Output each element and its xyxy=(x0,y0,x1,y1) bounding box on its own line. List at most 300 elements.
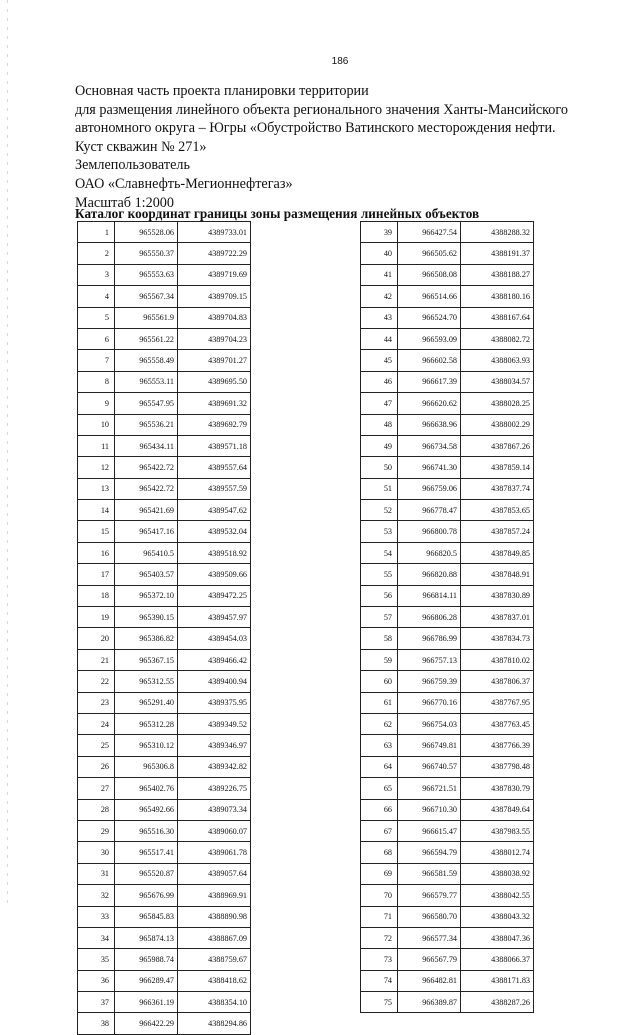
point-number-cell: 48 xyxy=(361,414,398,435)
table-row xyxy=(361,264,534,285)
table-row xyxy=(78,500,251,521)
point-number-cell: 17 xyxy=(78,564,115,585)
table-row xyxy=(361,307,534,328)
table-row xyxy=(78,756,251,777)
heading-line: Основная часть проекта планировки территории xyxy=(75,83,369,99)
y-coordinate-cell: 4388890.98 xyxy=(178,906,251,927)
x-coordinate-cell: 966289.47 xyxy=(115,970,178,991)
x-coordinate-cell: 965536.21 xyxy=(115,414,178,435)
table-row xyxy=(361,328,534,349)
y-coordinate-cell: 4389509.66 xyxy=(178,564,251,585)
heading-line: автономного округа – Югры «Обустройство Ватинского месторождения нефти. xyxy=(75,120,556,137)
y-coordinate-cell: 4388043.32 xyxy=(461,906,534,927)
table-row xyxy=(78,906,251,927)
y-coordinate-cell: 4389695.50 xyxy=(178,371,251,392)
point-number-cell: 35 xyxy=(78,949,115,970)
table-row xyxy=(361,863,534,884)
y-coordinate-cell: 4389719.69 xyxy=(178,264,251,285)
x-coordinate-cell: 966427.54 xyxy=(398,222,461,243)
table-row xyxy=(78,863,251,884)
y-coordinate-cell: 4387859.14 xyxy=(461,457,534,478)
y-coordinate-cell: 4387849.64 xyxy=(461,799,534,820)
point-number-cell: 12 xyxy=(78,457,115,478)
x-coordinate-cell: 965312.28 xyxy=(115,713,178,734)
x-coordinate-cell: 966721.51 xyxy=(398,778,461,799)
x-coordinate-cell: 966524.70 xyxy=(398,307,461,328)
x-coordinate-cell: 966759.06 xyxy=(398,478,461,499)
y-coordinate-cell: 4389691.32 xyxy=(178,393,251,414)
table-row xyxy=(78,222,251,243)
y-coordinate-cell: 4389722.29 xyxy=(178,243,251,264)
y-coordinate-cell: 4388418.62 xyxy=(178,970,251,991)
y-coordinate-cell: 4388082.72 xyxy=(461,328,534,349)
y-coordinate-cell: 4389375.95 xyxy=(178,692,251,713)
x-coordinate-cell: 965561.22 xyxy=(115,328,178,349)
y-coordinate-cell: 4387767.95 xyxy=(461,692,534,713)
table-row xyxy=(361,564,534,585)
point-number-cell: 58 xyxy=(361,628,398,649)
y-coordinate-cell: 4388969.91 xyxy=(178,885,251,906)
catalog-title: Каталог координат границы зоны размещения линейных объектов xyxy=(75,206,480,221)
x-coordinate-cell: 966754.03 xyxy=(398,713,461,734)
point-number-cell: 57 xyxy=(361,607,398,628)
point-number-cell: 61 xyxy=(361,692,398,713)
x-coordinate-cell: 965520.87 xyxy=(115,863,178,884)
table-row xyxy=(361,222,534,243)
y-coordinate-cell: 4388287.26 xyxy=(461,992,534,1013)
x-coordinate-cell: 965386.82 xyxy=(115,628,178,649)
x-coordinate-cell: 965434.11 xyxy=(115,435,178,456)
y-coordinate-cell: 4388034.57 xyxy=(461,371,534,392)
table-row xyxy=(78,286,251,307)
x-coordinate-cell: 965367.15 xyxy=(115,649,178,670)
table-row xyxy=(78,564,251,585)
table-row xyxy=(361,286,534,307)
table-row xyxy=(78,628,251,649)
y-coordinate-cell: 4389692.79 xyxy=(178,414,251,435)
point-number-cell: 49 xyxy=(361,435,398,456)
point-number-cell: 5 xyxy=(78,307,115,328)
point-number-cell: 59 xyxy=(361,649,398,670)
table-row xyxy=(78,1013,251,1034)
table-row xyxy=(78,435,251,456)
x-coordinate-cell: 965291.40 xyxy=(115,692,178,713)
y-coordinate-cell: 4388066.37 xyxy=(461,949,534,970)
table-row xyxy=(361,350,534,371)
y-coordinate-cell: 4389557.64 xyxy=(178,457,251,478)
x-coordinate-cell: 965553.63 xyxy=(115,264,178,285)
y-coordinate-cell: 4388759.67 xyxy=(178,949,251,970)
point-number-cell: 32 xyxy=(78,885,115,906)
x-coordinate-cell: 965528.06 xyxy=(115,222,178,243)
point-number-cell: 41 xyxy=(361,264,398,285)
x-coordinate-cell: 965492.66 xyxy=(115,799,178,820)
y-coordinate-cell: 4389532.04 xyxy=(178,521,251,542)
table-row xyxy=(361,692,534,713)
x-coordinate-cell: 966389.87 xyxy=(398,992,461,1013)
x-coordinate-cell: 965558.49 xyxy=(115,350,178,371)
table-row xyxy=(78,692,251,713)
x-coordinate-cell: 966820.88 xyxy=(398,564,461,585)
point-number-cell: 29 xyxy=(78,820,115,841)
y-coordinate-cell: 4388167.64 xyxy=(461,307,534,328)
point-number-cell: 68 xyxy=(361,842,398,863)
x-coordinate-cell: 965306.8 xyxy=(115,756,178,777)
point-number-cell: 26 xyxy=(78,756,115,777)
point-number-cell: 46 xyxy=(361,371,398,392)
point-number-cell: 51 xyxy=(361,478,398,499)
table-row xyxy=(78,371,251,392)
point-number-cell: 15 xyxy=(78,521,115,542)
table-row xyxy=(78,649,251,670)
heading-line: Масштаб 1:2000 xyxy=(75,194,174,211)
y-coordinate-cell: 4389073.34 xyxy=(178,799,251,820)
point-number-cell: 55 xyxy=(361,564,398,585)
scan-edge-mark xyxy=(7,0,8,905)
table-row xyxy=(78,478,251,499)
table-row xyxy=(361,628,534,649)
point-number-cell: 2 xyxy=(78,243,115,264)
y-coordinate-cell: 4389557.59 xyxy=(178,478,251,499)
point-number-cell: 72 xyxy=(361,927,398,948)
y-coordinate-cell: 4387810.02 xyxy=(461,649,534,670)
y-coordinate-cell: 4389226.75 xyxy=(178,778,251,799)
table-row xyxy=(361,671,534,692)
table-row xyxy=(361,500,534,521)
y-coordinate-cell: 4389733.01 xyxy=(178,222,251,243)
point-number-cell: 52 xyxy=(361,500,398,521)
heading-line: ОАО «Славнефть-Мегионнефтегаз» xyxy=(75,175,293,192)
heading-line: Куст скважин № 271» xyxy=(75,138,207,155)
table-row xyxy=(361,778,534,799)
y-coordinate-cell: 4389704.83 xyxy=(178,307,251,328)
point-number-cell: 13 xyxy=(78,478,115,499)
point-number-cell: 47 xyxy=(361,393,398,414)
y-coordinate-cell: 4388294.86 xyxy=(178,1013,251,1034)
y-coordinate-cell: 4387867.26 xyxy=(461,435,534,456)
table-row xyxy=(361,435,534,456)
x-coordinate-cell: 966482.81 xyxy=(398,970,461,991)
point-number-cell: 27 xyxy=(78,778,115,799)
table-row xyxy=(78,820,251,841)
point-number-cell: 70 xyxy=(361,885,398,906)
y-coordinate-cell: 4389518.92 xyxy=(178,542,251,563)
y-coordinate-cell: 4388188.27 xyxy=(461,264,534,285)
point-number-cell: 19 xyxy=(78,607,115,628)
table-row xyxy=(78,992,251,1013)
table-row xyxy=(78,885,251,906)
table-row xyxy=(361,906,534,927)
point-number-cell: 75 xyxy=(361,992,398,1013)
table-row xyxy=(361,842,534,863)
table-row xyxy=(78,521,251,542)
table-row xyxy=(78,735,251,756)
point-number-cell: 54 xyxy=(361,542,398,563)
x-coordinate-cell: 966617.39 xyxy=(398,371,461,392)
y-coordinate-cell: 4388191.37 xyxy=(461,243,534,264)
x-coordinate-cell: 965553.11 xyxy=(115,371,178,392)
table-row xyxy=(78,671,251,692)
x-coordinate-cell: 966581.59 xyxy=(398,863,461,884)
y-coordinate-cell: 4387834.73 xyxy=(461,628,534,649)
point-number-cell: 34 xyxy=(78,927,115,948)
point-number-cell: 14 xyxy=(78,500,115,521)
y-coordinate-cell: 4389061.78 xyxy=(178,842,251,863)
y-coordinate-cell: 4388063.93 xyxy=(461,350,534,371)
point-number-cell: 11 xyxy=(78,435,115,456)
y-coordinate-cell: 4389454.03 xyxy=(178,628,251,649)
y-coordinate-cell: 4388038.92 xyxy=(461,863,534,884)
table-row xyxy=(78,457,251,478)
x-coordinate-cell: 966615.47 xyxy=(398,820,461,841)
point-number-cell: 4 xyxy=(78,286,115,307)
table-row xyxy=(78,949,251,970)
point-number-cell: 28 xyxy=(78,799,115,820)
x-coordinate-cell: 965988.74 xyxy=(115,949,178,970)
point-number-cell: 44 xyxy=(361,328,398,349)
point-number-cell: 20 xyxy=(78,628,115,649)
x-coordinate-cell: 966710.30 xyxy=(398,799,461,820)
point-number-cell: 7 xyxy=(78,350,115,371)
table-row xyxy=(361,649,534,670)
table-row xyxy=(361,735,534,756)
point-number-cell: 63 xyxy=(361,735,398,756)
x-coordinate-cell: 965403.57 xyxy=(115,564,178,585)
table-row xyxy=(361,371,534,392)
x-coordinate-cell: 965550.37 xyxy=(115,243,178,264)
table-row xyxy=(78,842,251,863)
table-row xyxy=(361,243,534,264)
point-number-cell: 36 xyxy=(78,970,115,991)
x-coordinate-cell: 965516.30 xyxy=(115,820,178,841)
table-row xyxy=(78,585,251,606)
x-coordinate-cell: 965417.16 xyxy=(115,521,178,542)
x-coordinate-cell: 966577.34 xyxy=(398,927,461,948)
x-coordinate-cell: 966770.16 xyxy=(398,692,461,713)
point-number-cell: 42 xyxy=(361,286,398,307)
table-row xyxy=(361,542,534,563)
x-coordinate-cell: 966749.81 xyxy=(398,735,461,756)
y-coordinate-cell: 4388012.74 xyxy=(461,842,534,863)
point-number-cell: 10 xyxy=(78,414,115,435)
point-number-cell: 67 xyxy=(361,820,398,841)
x-coordinate-cell: 966508.08 xyxy=(398,264,461,285)
point-number-cell: 64 xyxy=(361,756,398,777)
point-number-cell: 50 xyxy=(361,457,398,478)
point-number-cell: 62 xyxy=(361,713,398,734)
table-row xyxy=(361,820,534,841)
x-coordinate-cell: 966422.29 xyxy=(115,1013,178,1034)
point-number-cell: 73 xyxy=(361,949,398,970)
table-row xyxy=(78,713,251,734)
x-coordinate-cell: 966757.13 xyxy=(398,649,461,670)
x-coordinate-cell: 965517.41 xyxy=(115,842,178,863)
y-coordinate-cell: 4389701.27 xyxy=(178,350,251,371)
x-coordinate-cell: 965312.55 xyxy=(115,671,178,692)
x-coordinate-cell: 966814.11 xyxy=(398,585,461,606)
table-row xyxy=(78,927,251,948)
page-number: 186 xyxy=(331,56,349,67)
point-number-cell: 69 xyxy=(361,863,398,884)
table-row xyxy=(361,949,534,970)
x-coordinate-cell: 966505.62 xyxy=(398,243,461,264)
x-coordinate-cell: 966602.58 xyxy=(398,350,461,371)
point-number-cell: 45 xyxy=(361,350,398,371)
y-coordinate-cell: 4388171.83 xyxy=(461,970,534,991)
x-coordinate-cell: 966361.19 xyxy=(115,992,178,1013)
y-coordinate-cell: 4389466.42 xyxy=(178,649,251,670)
table-row xyxy=(361,713,534,734)
x-coordinate-cell: 965310.12 xyxy=(115,735,178,756)
x-coordinate-cell: 966593.09 xyxy=(398,328,461,349)
y-coordinate-cell: 4387766.39 xyxy=(461,735,534,756)
table-row xyxy=(361,457,534,478)
x-coordinate-cell: 965561.9 xyxy=(115,307,178,328)
table-row xyxy=(78,799,251,820)
table-row xyxy=(361,927,534,948)
point-number-cell: 25 xyxy=(78,735,115,756)
point-number-cell: 31 xyxy=(78,863,115,884)
point-number-cell: 37 xyxy=(78,992,115,1013)
x-coordinate-cell: 965421.69 xyxy=(115,500,178,521)
heading-line: Землепользователь xyxy=(75,157,190,174)
x-coordinate-cell: 965410.5 xyxy=(115,542,178,563)
x-coordinate-cell: 966759.39 xyxy=(398,671,461,692)
table-row xyxy=(361,414,534,435)
table-row xyxy=(78,414,251,435)
table-row xyxy=(361,607,534,628)
y-coordinate-cell: 4389400.94 xyxy=(178,671,251,692)
heading-line: для размещения линейного объекта регионального значения Ханты-Мансийского xyxy=(75,101,568,118)
point-number-cell: 22 xyxy=(78,671,115,692)
x-coordinate-cell: 965845.83 xyxy=(115,906,178,927)
y-coordinate-cell: 4389346.97 xyxy=(178,735,251,756)
x-coordinate-cell: 965567.34 xyxy=(115,286,178,307)
y-coordinate-cell: 4388042.55 xyxy=(461,885,534,906)
x-coordinate-cell: 966734.58 xyxy=(398,435,461,456)
table-row xyxy=(78,778,251,799)
y-coordinate-cell: 4388047.36 xyxy=(461,927,534,948)
point-number-cell: 21 xyxy=(78,649,115,670)
x-coordinate-cell: 966740.57 xyxy=(398,756,461,777)
y-coordinate-cell: 4388867.09 xyxy=(178,927,251,948)
y-coordinate-cell: 4387837.01 xyxy=(461,607,534,628)
table-row xyxy=(78,264,251,285)
point-number-cell: 40 xyxy=(361,243,398,264)
y-coordinate-cell: 4389349.52 xyxy=(178,713,251,734)
x-coordinate-cell: 966594.79 xyxy=(398,842,461,863)
table-row xyxy=(78,350,251,371)
point-number-cell: 1 xyxy=(78,222,115,243)
x-coordinate-cell: 966514.66 xyxy=(398,286,461,307)
table-row xyxy=(361,885,534,906)
table-row xyxy=(78,607,251,628)
table-row xyxy=(361,799,534,820)
point-number-cell: 3 xyxy=(78,264,115,285)
coordinate-table-right xyxy=(360,221,534,1013)
x-coordinate-cell: 966786.99 xyxy=(398,628,461,649)
table-row xyxy=(78,970,251,991)
point-number-cell: 16 xyxy=(78,542,115,563)
table-row xyxy=(361,992,534,1013)
table-row xyxy=(361,585,534,606)
table-row xyxy=(78,542,251,563)
y-coordinate-cell: 4389704.23 xyxy=(178,328,251,349)
coordinate-table-left xyxy=(77,221,251,1035)
y-coordinate-cell: 4387830.89 xyxy=(461,585,534,606)
x-coordinate-cell: 966741.30 xyxy=(398,457,461,478)
table-row xyxy=(78,328,251,349)
y-coordinate-cell: 4389457.97 xyxy=(178,607,251,628)
y-coordinate-cell: 4387763.45 xyxy=(461,713,534,734)
point-number-cell: 18 xyxy=(78,585,115,606)
x-coordinate-cell: 966800.78 xyxy=(398,521,461,542)
point-number-cell: 43 xyxy=(361,307,398,328)
point-number-cell: 65 xyxy=(361,778,398,799)
y-coordinate-cell: 4387806.37 xyxy=(461,671,534,692)
x-coordinate-cell: 965422.72 xyxy=(115,457,178,478)
point-number-cell: 71 xyxy=(361,906,398,927)
point-number-cell: 39 xyxy=(361,222,398,243)
y-coordinate-cell: 4387830.79 xyxy=(461,778,534,799)
x-coordinate-cell: 966620.62 xyxy=(398,393,461,414)
point-number-cell: 53 xyxy=(361,521,398,542)
point-number-cell: 60 xyxy=(361,671,398,692)
x-coordinate-cell: 966567.79 xyxy=(398,949,461,970)
y-coordinate-cell: 4389060.07 xyxy=(178,820,251,841)
y-coordinate-cell: 4387983.55 xyxy=(461,820,534,841)
y-coordinate-cell: 4389057.64 xyxy=(178,863,251,884)
x-coordinate-cell: 966778.47 xyxy=(398,500,461,521)
table-row xyxy=(361,393,534,414)
point-number-cell: 8 xyxy=(78,371,115,392)
y-coordinate-cell: 4389342.82 xyxy=(178,756,251,777)
y-coordinate-cell: 4388354.10 xyxy=(178,992,251,1013)
x-coordinate-cell: 965676.99 xyxy=(115,885,178,906)
table-row xyxy=(361,970,534,991)
point-number-cell: 6 xyxy=(78,328,115,349)
table-row xyxy=(78,307,251,328)
table-row xyxy=(78,393,251,414)
x-coordinate-cell: 965390.15 xyxy=(115,607,178,628)
point-number-cell: 56 xyxy=(361,585,398,606)
y-coordinate-cell: 4387849.85 xyxy=(461,542,534,563)
table-row xyxy=(361,756,534,777)
point-number-cell: 74 xyxy=(361,970,398,991)
y-coordinate-cell: 4389571.18 xyxy=(178,435,251,456)
x-coordinate-cell: 965372.10 xyxy=(115,585,178,606)
y-coordinate-cell: 4388028.25 xyxy=(461,393,534,414)
point-number-cell: 24 xyxy=(78,713,115,734)
x-coordinate-cell: 966806.28 xyxy=(398,607,461,628)
point-number-cell: 23 xyxy=(78,692,115,713)
x-coordinate-cell: 966820.5 xyxy=(398,542,461,563)
y-coordinate-cell: 4389547.62 xyxy=(178,500,251,521)
y-coordinate-cell: 4387848.91 xyxy=(461,564,534,585)
point-number-cell: 30 xyxy=(78,842,115,863)
y-coordinate-cell: 4388288.32 xyxy=(461,222,534,243)
point-number-cell: 33 xyxy=(78,906,115,927)
y-coordinate-cell: 4388002.29 xyxy=(461,414,534,435)
table-row xyxy=(361,521,534,542)
x-coordinate-cell: 965547.95 xyxy=(115,393,178,414)
y-coordinate-cell: 4389472.25 xyxy=(178,585,251,606)
y-coordinate-cell: 4387798.48 xyxy=(461,756,534,777)
table-row xyxy=(78,243,251,264)
point-number-cell: 38 xyxy=(78,1013,115,1034)
x-coordinate-cell: 966579.77 xyxy=(398,885,461,906)
point-number-cell: 66 xyxy=(361,799,398,820)
